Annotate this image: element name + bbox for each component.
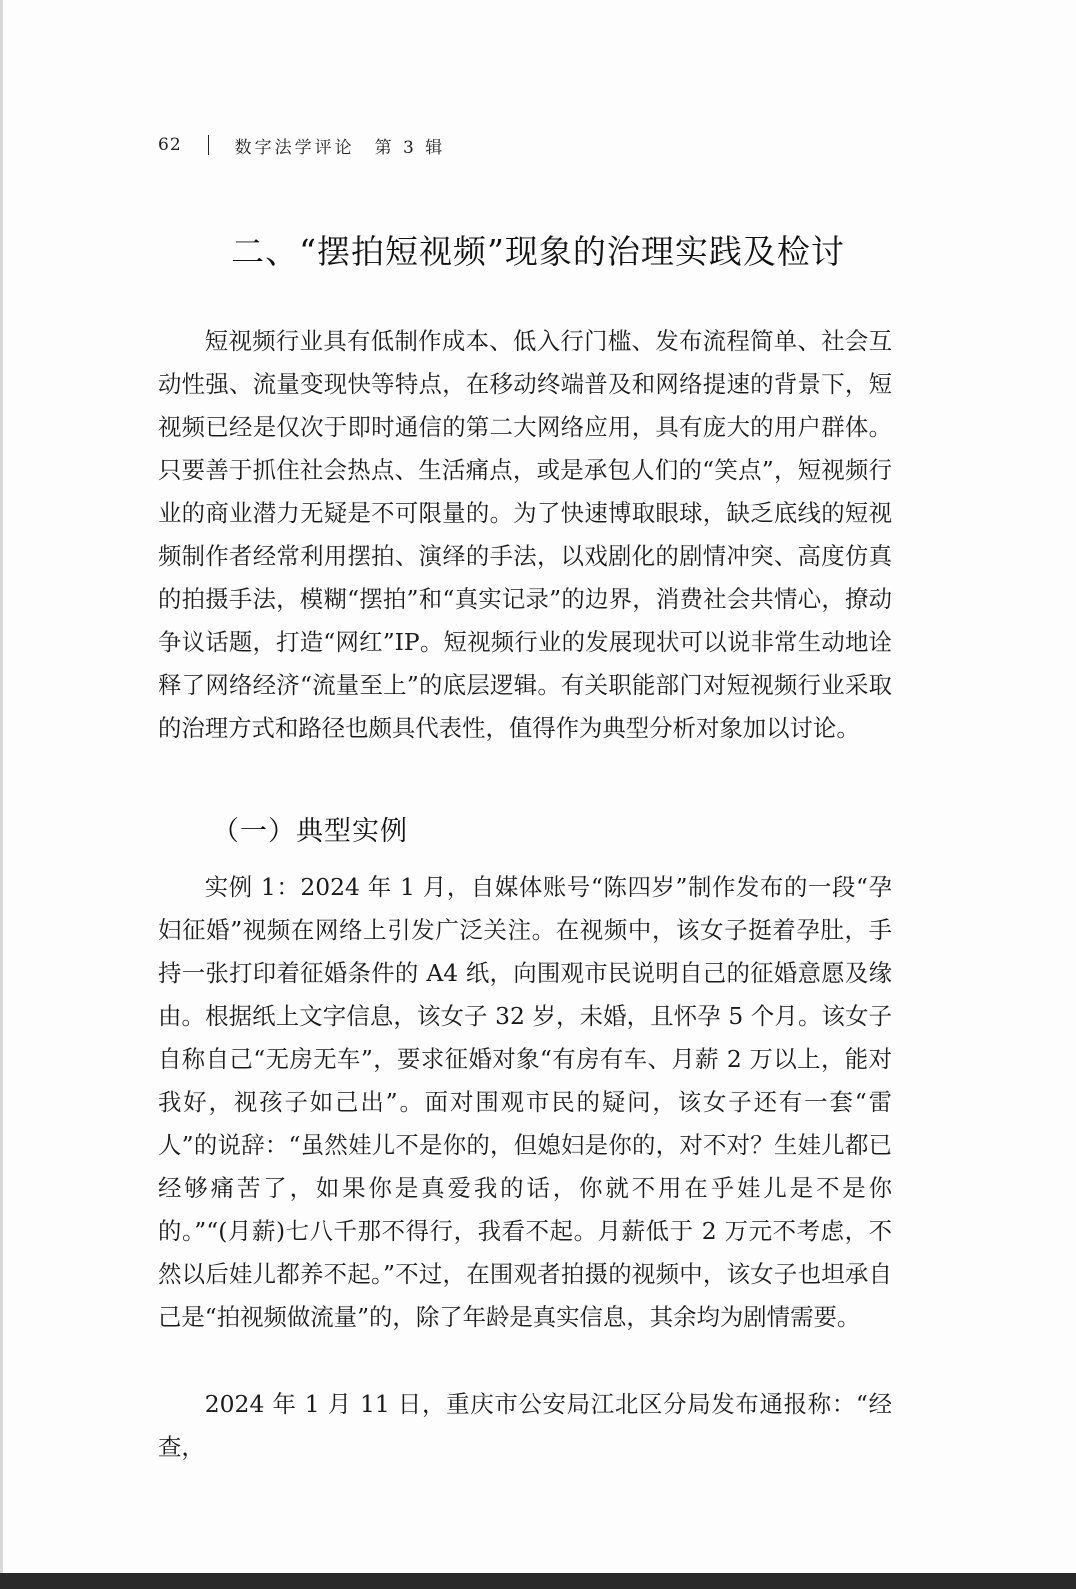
- page-number: 62: [158, 135, 182, 155]
- issue-label: 第 3 辑: [374, 137, 446, 158]
- paragraph-text: 短视频行业具有低制作成本、低入行门槛、发布流程简单、社会互动性强、流量变现快等特点，在移动终端普及和网络提速的背景下，短视频已经是仅次于即时通信的第二大网络应用，具有庞大的用户群体。只要善于抓住社会热点、生活痛点，或是承包人们的“笑点”，短视频行业的商业潜力无疑是不可限量的。为了快速博取眼球，缺乏底线的短视频制作者经常利用摆拍、演绎的手法，以戏剧化的剧情冲突、高度仿真的拍摄手法，模糊“摆拍”和“真实记录”的边界，消费社会共情心，撩动争议话题，打造“网红”IP。短视频行业的发展现状可以说非常生动地诠释了网络经济“流量至上”的底层逻辑。有关职能部门对短视频行业采取的治理方式和路径也颇具代表性，值得作为典型分析对象加以讨论。: [158, 327, 892, 742]
- page-bottom-edge: [0, 1573, 1076, 1589]
- body-paragraph-intro: [158, 320, 892, 750]
- running-header: [158, 131, 445, 159]
- section-title: 二、“摆拍短视频”现象的治理实践及检讨: [231, 232, 845, 271]
- subsection-title: （一）典型实例: [212, 816, 408, 847]
- paragraph-text: 实例 1：2024 年 1 月，自媒体账号“陈四岁”制作发布的一段“孕妇征婚”视频在网络上引发广泛关注。在视频中，该女子挺着孕肚，手持一张打印着征婚条件的 A4 纸，向围观市民说明自己的征婚意愿及缘由。根据纸上文字信息，该女子 32 岁，未婚，且怀孕 5 个月。该女子自称自己“无房无车”，要求征婚对象“有房有车、月薪 2 万以上，能对我好，视孩子如己出”。面对围观市民的疑问，该女子还有一套“雷人”的说辞：“虽然娃儿不是你的，但媳妇是你的，对不对？生娃儿都已经够痛苦了，如果你是真爱我的话，你就不用在乎娃儿是不是你的。”“(月薪)七八千那不得行，我看不起。月薪低于 2 万元不考虑，不然以后娃儿都养不起。”不过，在围观者拍摄的视频中，该女子也坦承自己是“拍视频做流量”的，除了年龄是真实信息，其余均为剧情需要。: [158, 873, 892, 1331]
- paragraph-text: 2024 年 1 月 11 日，重庆市公安局江北区分局发布通报称：“经查，: [158, 1390, 892, 1461]
- body-paragraph-police-notice: [158, 1383, 892, 1469]
- body-paragraph-example-1: [158, 866, 892, 1339]
- header-separator: [208, 135, 209, 155]
- journal-title: 数字法学评论: [234, 137, 355, 158]
